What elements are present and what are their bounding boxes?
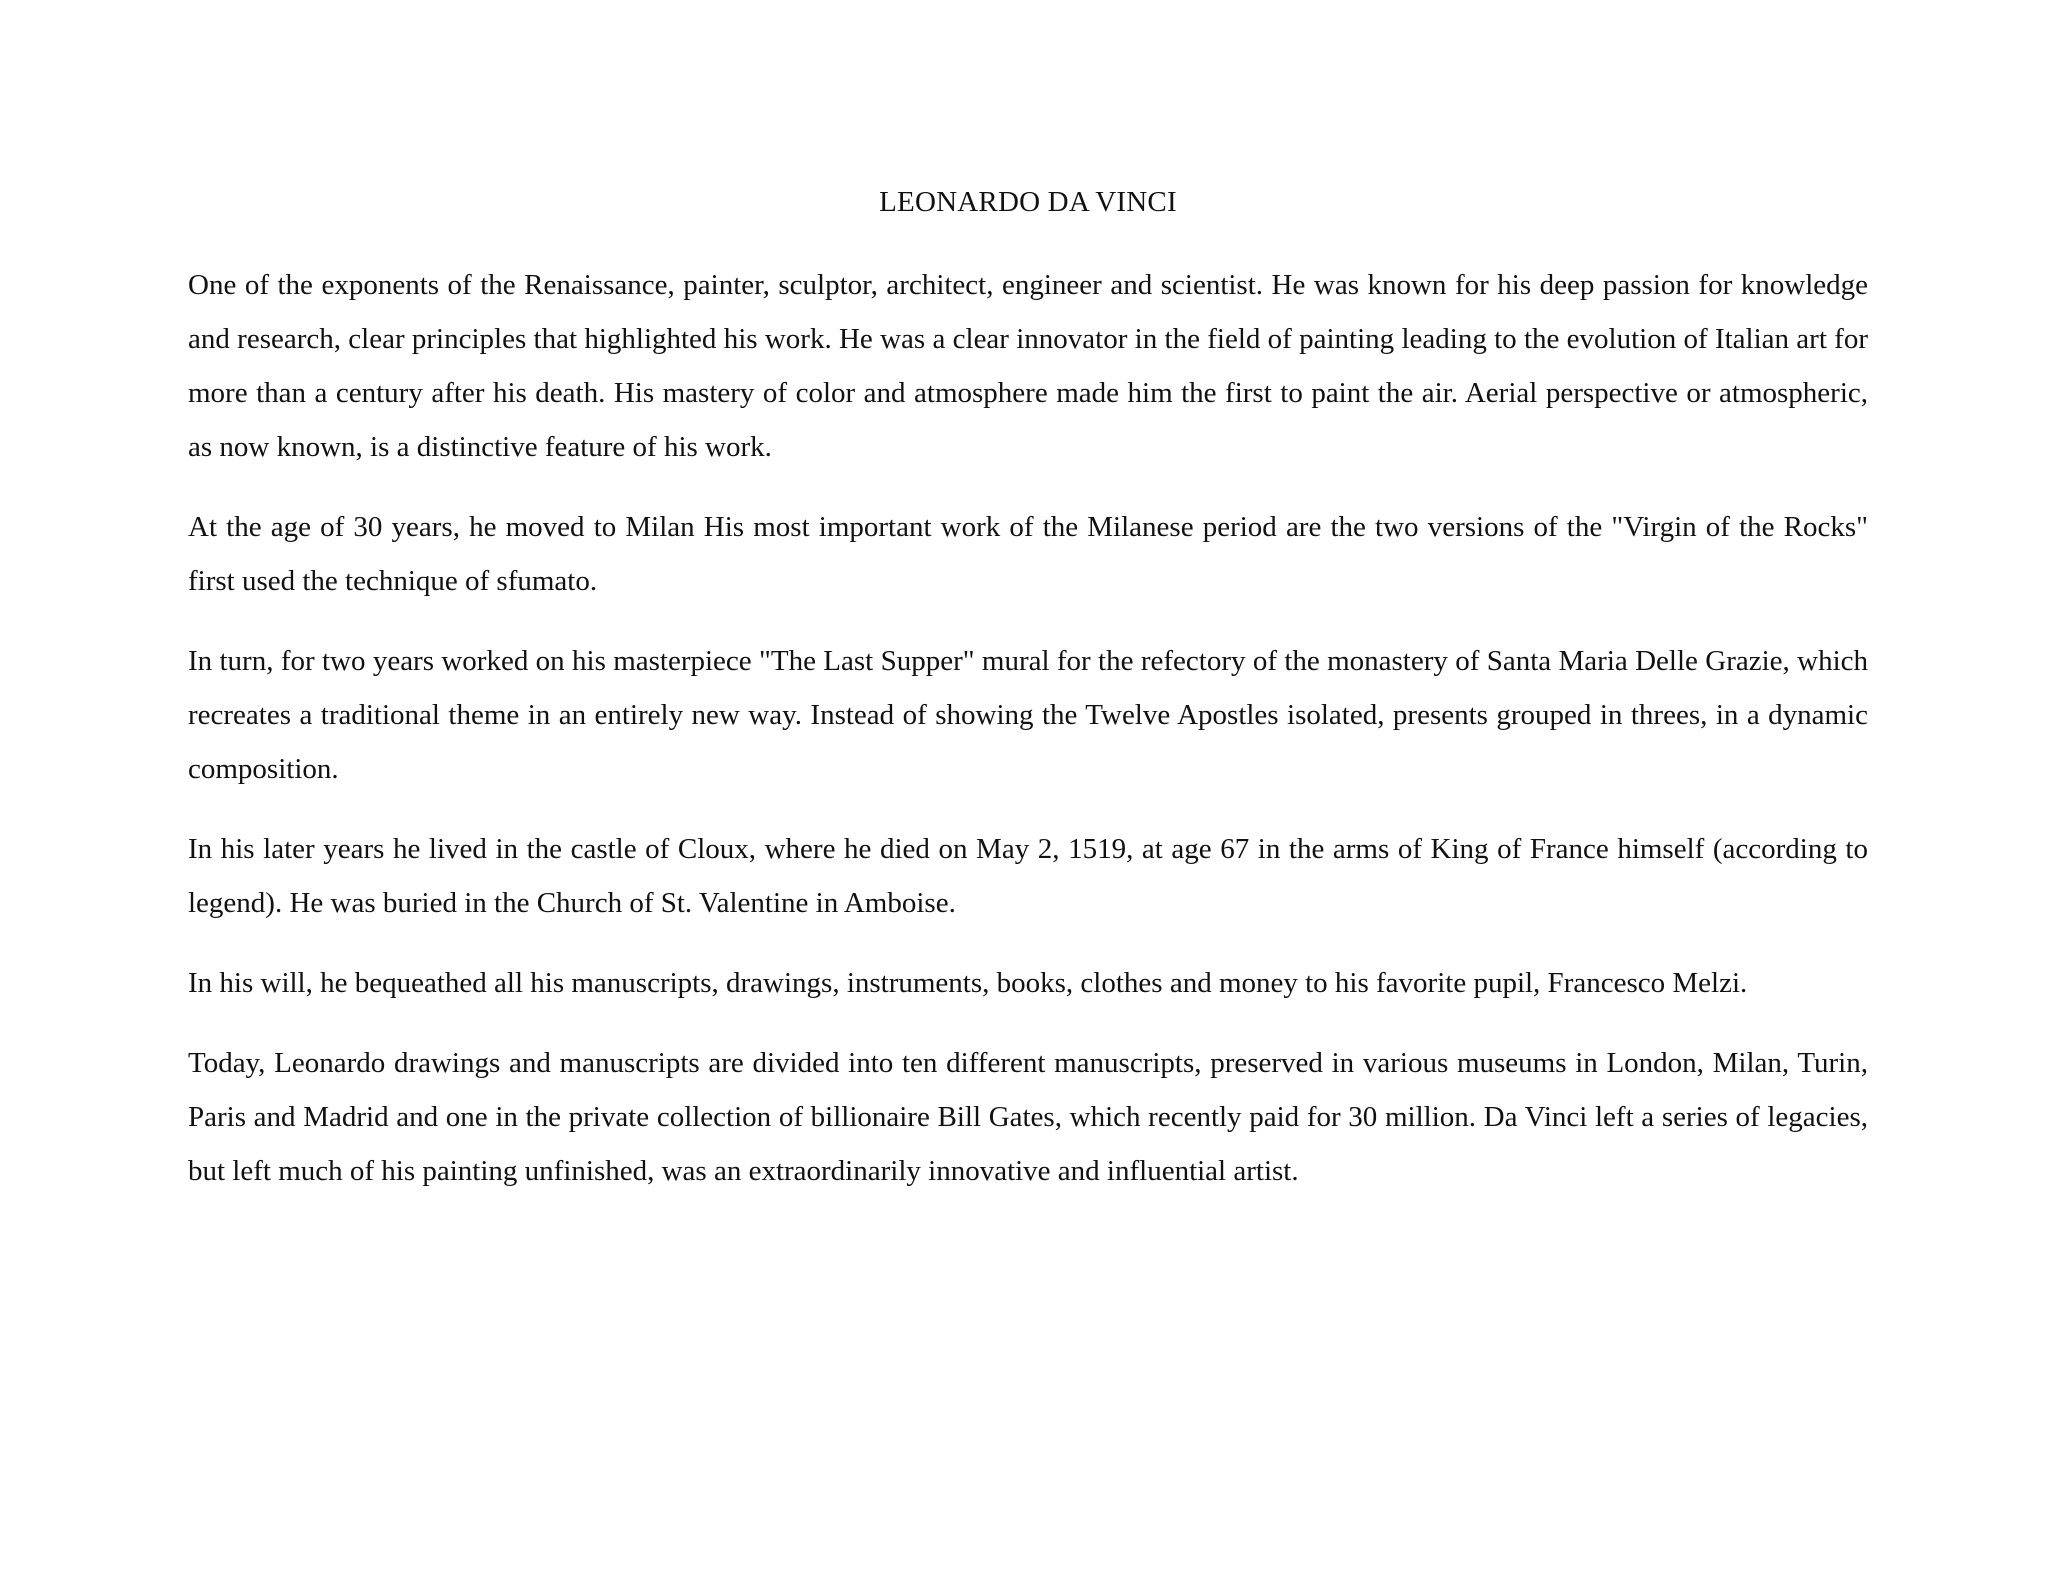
paragraph-introduction: One of the exponents of the Renaissance, painter, sculptor, architect, engineer and scientist. He was known for his deep passion for knowledge and research, clear principles that highlighted his work. He was a clear innovator in the field of painting leading to the evolution of Italian art for more than a century after his death. His mastery of color and atmosphere made him the first to paint the air. Aerial perspective or atmospheric, as now known, is a distinctive feature of his work.	[188, 269, 1868, 463]
paragraph-last-supper: In turn, for two years worked on his masterpiece "The Last Supper" mural for the refectory of the monastery of Santa Maria Delle Grazie, which recreates a traditional theme in an entirely new way. Instead of showing the Twelve Apostles isolated, presents grouped in threes, in a dynamic composition.	[188, 645, 1868, 785]
document-page	[188, 182, 1868, 1224]
paragraph-milan: At the age of 30 years, he moved to Milan His most important work of the Milanese period are the two versions of the "Virgin of the Rocks" first used the technique of sfumato.	[188, 511, 1868, 597]
paragraph-will: In his will, he bequeathed all his manuscripts, drawings, instruments, books, clothes and money to his favorite pupil, Francesco Melzi.	[188, 967, 1748, 999]
paragraph-legacy: Today, Leonardo drawings and manuscripts are divided into ten different manuscripts, preserved in various museums in London, Milan, Turin, Paris and Madrid and one in the private collection of billionaire Bill Gates, which recently paid for 30 million. Da Vinci left a series of legacies, but left much of his painting unfinished, was an extraordinarily innovative and influential artist.	[188, 1047, 1868, 1187]
paragraph-later-years: In his later years he lived in the castle of Cloux, where he died on May 2, 1519, at age 67 in the arms of King of France himself (according to legend). He was buried in the Church of St. Valentine in Amboise.	[188, 833, 1868, 919]
document-title: LEONARDO DA VINCI	[879, 186, 1177, 218]
